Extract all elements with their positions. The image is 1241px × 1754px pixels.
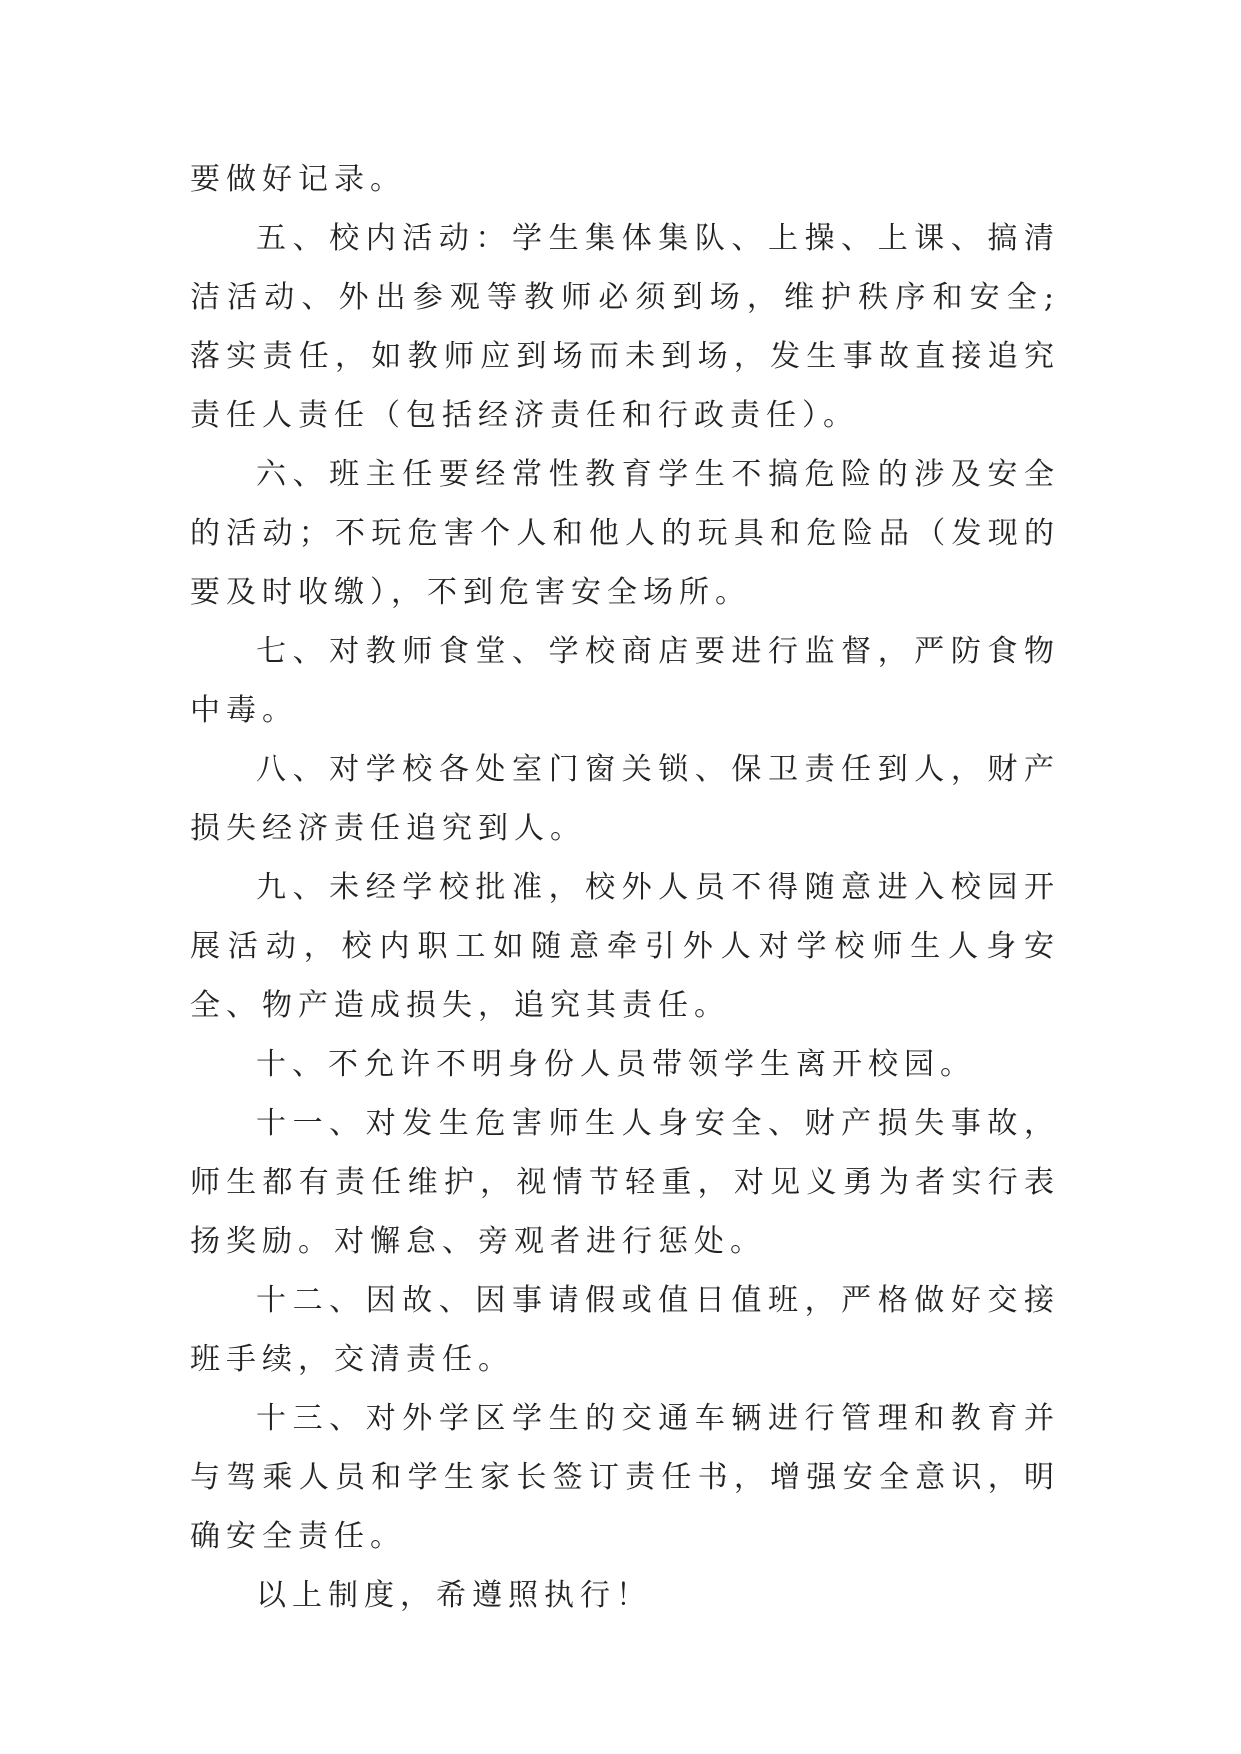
paragraph-item-5: 五、校内活动：学生集体集队、上操、上课、搞清洁活动、外出参观等教师必须到场，维护秩序和安全;落实责任，如教师应到场而未到场，发生事故直接追究责任人责任（包括经济责任和行政责任）。 (190, 221, 1060, 433)
paragraph-item-7: 七、对教师食堂、学校商店要进行监督，严防食物中毒。 (190, 634, 1060, 728)
paragraph-item-12: 十二、因故、因事请假或值日值班，严格做好交接班手续，交清责任。 (190, 1283, 1060, 1377)
document-body (190, 150, 1060, 1625)
paragraph-continuation: 要做好记录。 (190, 162, 406, 197)
paragraph-item-8: 八、对学校各处室门窗关锁、保卫责任到人，财产损失经济责任追究到人。 (190, 752, 1060, 846)
paragraph-item-13: 十三、对外学区学生的交通车辆进行管理和教育并与驾乘人员和学生家长签订责任书，增强安全意识，明确安全责任。 (190, 1401, 1060, 1554)
paragraph-closing: 以上制度，希遵照执行！ (256, 1578, 652, 1613)
paragraph-item-10: 十、不允许不明身份人员带领学生离开校园。 (256, 1047, 976, 1082)
paragraph-item-6: 六、班主任要经常性教育学生不搞危险的涉及安全的活动；不玩危害个人和他人的玩具和危险品（发现的要及时收缴），不到危害安全场所。 (190, 457, 1060, 610)
paragraph-item-9: 九、未经学校批准，校外人员不得随意进入校园开展活动，校内职工如随意牵引外人对学校师生人身安全、物产造成损失，追究其责任。 (190, 870, 1060, 1023)
paragraph-item-11: 十一、对发生危害师生人身安全、财产损失事故，师生都有责任维护，视情节轻重，对见义勇为者实行表扬奖励。对懈怠、旁观者进行惩处。 (190, 1106, 1060, 1259)
